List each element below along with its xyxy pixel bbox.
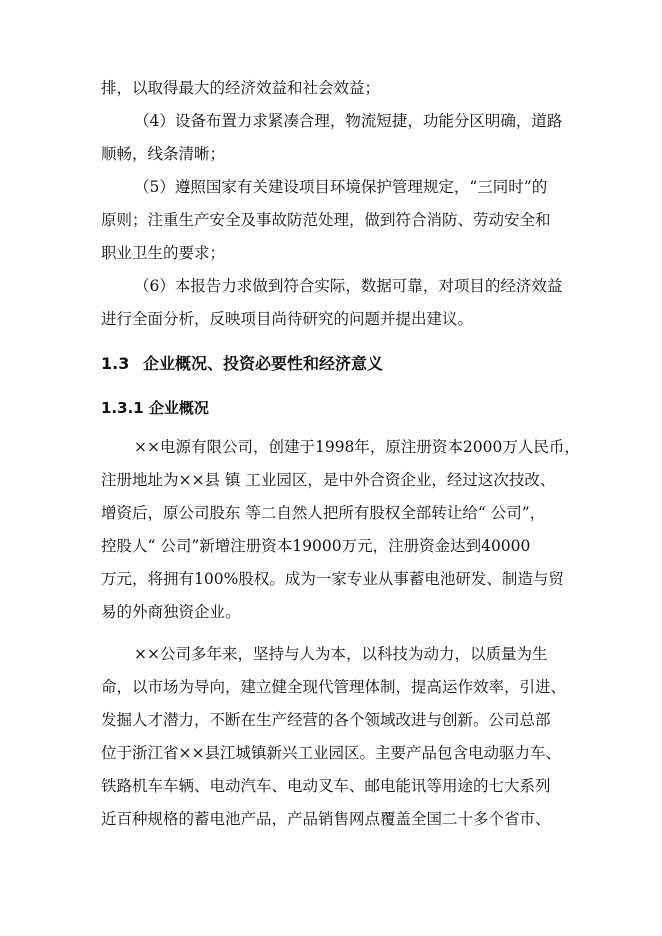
paragraph-line: 位于浙江省××县江城镇新兴工业园区。主要产品包含电动驱力车、 [101,744,561,762]
paragraph-line: 铁路机车车辆、电动汽车、电动叉车、邮电能讯等用途的七大系列 [101,777,551,795]
subsection-heading: 1.3.1 企业概况 [101,399,209,417]
paragraph-line: 进行全面分析，反映项目尚待研究的问题并提出建议。 [101,310,474,328]
paragraph-line: ××公司多年来，坚持与人为本，以科技为动力，以质量为生 [134,645,548,663]
paragraph-line: 发掘人才潜力，不断在生产经营的各个领域改进与创新。公司总部 [101,711,551,729]
paragraph-line: 控股人“ 公司”新增注册资本19000万元，注册资金达到40000 [101,537,531,555]
paragraph-line: 万元，将拥有100%股权。成为一家专业从事蓄电池研发、制造与贸 [101,570,564,588]
section-title: 企业概况、投资必要性和经济意义 [143,354,384,373]
paragraph-line: ××电源有限公司，创建于1998年，原注册资本2000万人民币， [134,438,580,456]
paragraph-line: 命，以市场为导向，建立健全现代管理体制，提高运作效率，引进、 [101,678,567,696]
paragraph-line: 近百种规格的蓄电池产品，产品销售网点覆盖全国二十多个省市、 [101,810,551,828]
section-number: 1.3 [101,354,130,373]
paragraph-line: 职业卫生的要求； [101,244,226,262]
paragraph-line: （5）遵照国家有关建设项目环境保护管理规定，“三同时”的 [134,178,548,196]
paragraph-line: 增资后，原公司股东 等二自然人把所有股权全部转让给“ 公司”， [101,504,546,522]
section-heading [101,353,383,375]
paragraph-line: 原则；注重生产安全及事故防范处理，做到符合消防、劳动安全和 [101,211,551,229]
paragraph-line: 注册地址为××县 镇 工业园区，是中外合资企业，经过这次技改、 [101,471,556,489]
paragraph-line: （4）设备布置力求紧凑合理，物流短捷，功能分区明确，道路 [134,112,563,130]
paragraph-line: （6）本报告力求做到符合实际，数据可靠，对项目的经济效益 [134,277,563,295]
paragraph-line: 排，以取得最大的经济效益和社会效益； [101,79,381,97]
paragraph-line: 顺畅，线条清晰； [101,145,226,163]
paragraph-line: 易的外商独资企业。 [101,603,241,621]
